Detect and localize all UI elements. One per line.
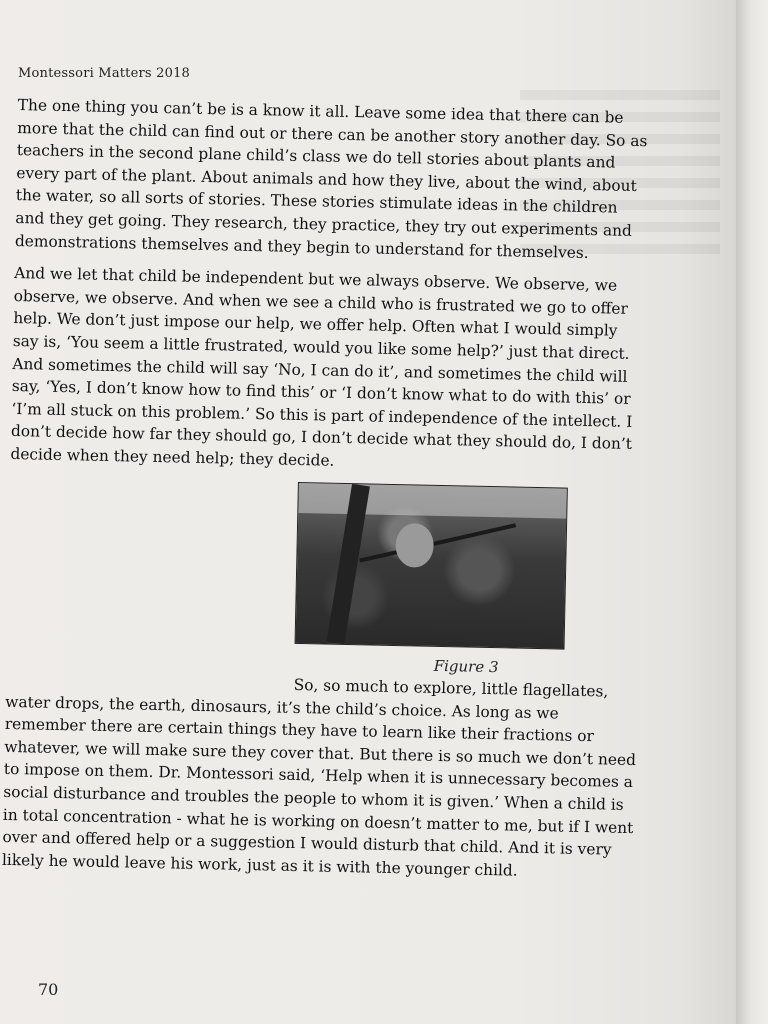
- running-head: Montessori Matters 2018: [18, 66, 191, 81]
- paragraph-1: The one thing you can’t be is a know it all. Leave some idea that there can be more that the child can find out or there can be another story another day. So as teachers in the second plane child’s class we do tell stories about plants and every part of the plant. About animals and how they live, about the wind, about the water, so all sorts of stories. These stories stimulate ideas in the children and they get going. They research, they practice, they try out experiments and demonstrations themselves and they begin to understand for themselves.: [14, 95, 648, 262]
- figure-caption: Figure 3: [433, 656, 499, 676]
- figure-3: [6, 485, 282, 679]
- page-number: 70: [38, 980, 59, 999]
- body-text: [2, 94, 650, 895]
- paragraph-3-text: So, so much to explore, little flagellates, water drops, the earth, dinosaurs, it’s the child’s choice. As long as we remember there are certain things they have to learn like their fractions or whatever, we will make sure they cover that. But there is so much we don’t need to impose on them. Dr. Montessori said, ‘Help when it is unnecessary becomes a social disturbance and troubles the people to whom it is given.’ When a child is in total concentration - what he is working on doesn’t matter to me, but if I went over and offered help or a suggestion I would disturb that child. And it is very likely he would leave his work, just as it is with the younger child.: [1, 675, 637, 880]
- paragraph-2: And we let that child be independent but we always observe. We observe, we observe, we observe. And when we see a child who is frustrated we go to offer help. We don’t just impose our help, we offer help. Often what I would simply say is, ‘You seem a little frustrated, would you like some help?’ just that direct. And sometimes the child will say ‘No, I can do it’, and sometimes the child will say, ‘Yes, I don’t know how to find this’ or ‘I don’t know what to do with this’ or ‘I’m all stuck on this problem.’ So this is part of independence of the intellect. I don’t decide how far they should go, I don’t decide what they should do, I don’t decide when they need help; they decide.: [10, 264, 633, 470]
- photo: [295, 481, 568, 649]
- page-gutter: [736, 0, 768, 1024]
